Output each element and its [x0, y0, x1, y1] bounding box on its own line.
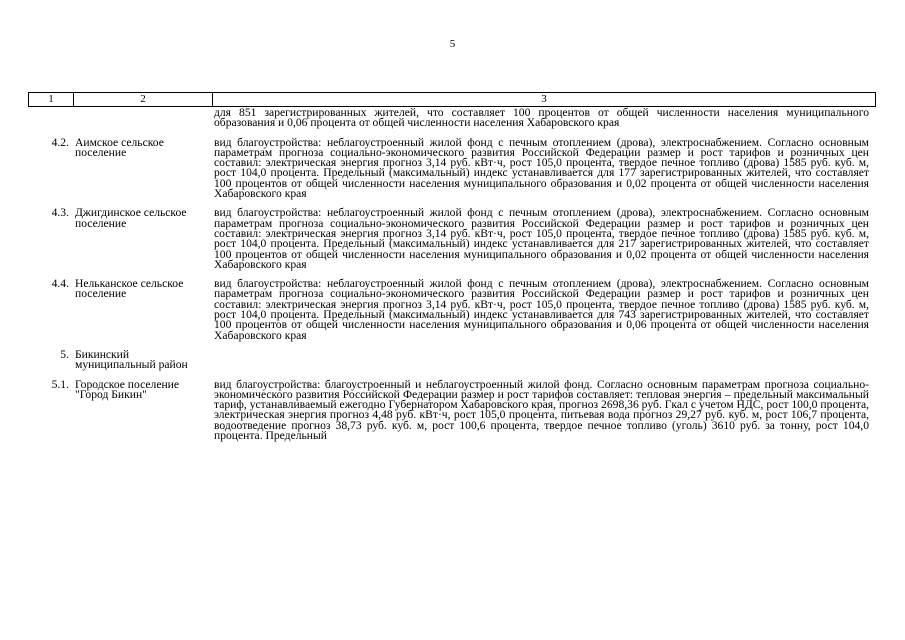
row-number: 4.2.	[51, 135, 69, 149]
table-header	[28, 92, 876, 107]
row-number: 5.1.	[51, 377, 69, 391]
row-number: 4.3.	[51, 206, 69, 220]
row-description: вид благоустройства: неблагоустроенный жилой фонд с печным отоплением (дрова), электроснабжением. Согласно основным параметрам прогноза социально-экономического развития Российской Федерации размер и рост тарифов и розничных цен составил: электрическая энергия прогноз 3,14 руб. кВт·ч, рост 105,0 процента, твердое печное топливо (дрова) 1585 руб. куб. м, рост 104,0 процента. Предельный (максимальный) индекс устанавливается для 177 зарегистрированных жителей, что составляет 100 процентов от общей численности населения муниципального образования и 0,02 процента от общей численности населения Хабаровского края	[214, 135, 869, 201]
table-row	[28, 377, 876, 443]
row-name: Бикинский муниципальный район	[75, 347, 188, 372]
row-description: вид благоустройства: неблагоустроенный жилой фонд с печным отоплением (дрова), электроснабжением. Согласно основным параметрам прогноза социально-экономического развития Российской Федерации размер и рост тарифов и розничных цен составил: электрическая энергия прогноз 3,14 руб. кВт·ч, рост 105,0 процента, твердое печное топливо (дрова) 1585 руб. куб. м, рост 104,0 процента. Предельный (максимальный) индекс устанавливается для 217 зарегистрированных жителей, что составляет 100 процентов от общей численности населения муниципального образования и 0,02 процента от общей численности населения Хабаровского края	[214, 206, 869, 271]
table-row	[28, 208, 876, 270]
header-col-1: 1	[29, 93, 74, 107]
continuation-row	[28, 108, 876, 129]
header-col-2: 2	[74, 93, 213, 107]
row-name: Джигдинское сельское поселение	[75, 206, 187, 230]
table-body	[28, 108, 876, 441]
page-number: 5	[449, 38, 456, 50]
row-description: для 851 зарегистрированных жителей, что составляет 100 процентов от общей численности населения муниципального образования и 0,06 процента от общей численности населения Хабаровского края	[214, 106, 869, 130]
row-description: вид благоустройства: благоустроенный и неблагоустроенный жилой фонд. Согласно основным параметрам прогноза социально-экономического развития Российской Федерации размер и рост тарифов составляет: тепловая энергия – предельный максимальный тариф, устанавливаемый ежегодно Губернатором Хабаровского края, прогноз 2698,36 руб. Гкал с учетом НДС, рост 100,0 процента, электрическая энергия прогноз 4,48 руб. кВт·ч, рост 105,0 процента, питьевая вода прогноз 29,27 руб. куб. м, рост 106,7 процента, водоотведение прогноз 38,73 руб. куб. м, рост 100,6 процента, твердое печное топливо (уголь) 3610 руб. за тонну, рост 104,0 процента. Предельный	[214, 377, 869, 443]
table-row	[28, 347, 876, 372]
row-description	[212, 350, 876, 371]
table-row	[28, 135, 876, 201]
row-description: вид благоустройства: неблагоустроенный жилой фонд с печным отоплением (дрова), электроснабжением. Согласно основным параметрам прогноза социально-экономического развития Российской Федерации размер и рост тарифов и розничных цен составил: электрическая энергия прогноз 3,14 руб. кВт·ч, рост 105,0 процента, твердое печное топливо (дрова) 1585 руб. куб. м, рост 104,0 процента. Предельный (максимальный) индекс устанавливается для 743 зарегистрированных жителей, что составляет 100 процентов от общей численности населения муниципального образования и 0,06 процента от общей численности населения Хабаровского края	[214, 277, 869, 342]
table-row	[28, 279, 876, 341]
row-number: 5.	[60, 347, 69, 361]
row-name: Городское поселение "Город Бикин"	[75, 377, 180, 401]
header-col-3: 3	[213, 93, 876, 107]
row-number: 4.4.	[51, 277, 69, 291]
row-name: Аимское сельское поселение	[75, 135, 164, 159]
row-name: Нельканское сельское поселение	[75, 277, 184, 301]
